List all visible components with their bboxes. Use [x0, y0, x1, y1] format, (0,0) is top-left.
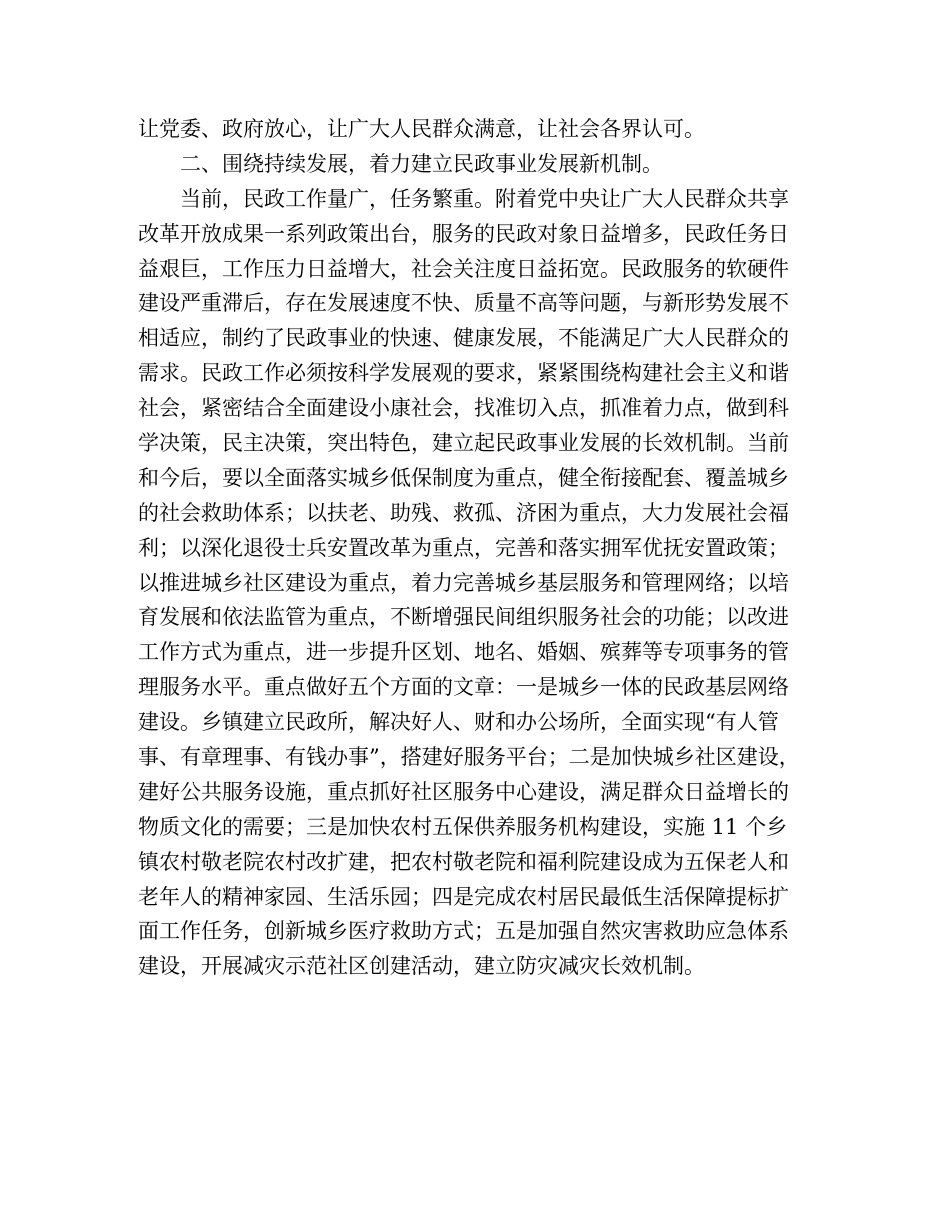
- text-line: 物质文化的需要；三是加快农村五保供养服务机构建设，实施 11 个乡: [138, 814, 788, 839]
- text-line: 理服务水平。重点做好五个方面的文章：一是城乡一体的民政基层网络: [138, 675, 789, 700]
- text-line: 育发展和依法监管为重点，不断增强民间组织服务社会的功能；以改进: [138, 605, 789, 630]
- text-line: 建设，开展减灾示范社区创建活动，建立防灾减灾长效机制。: [138, 954, 705, 979]
- text-line: 利；以深化退役士兵安置改革为重点，完善和落实拥军优抚安置政策；: [138, 535, 789, 560]
- text-line: 事、有章理事、有钱办事”，搭建好服务平台；二是加快城乡社区建设，: [138, 745, 800, 770]
- text-line: 改革开放成果一系列政策出台，服务的民政对象日益增多，民政任务日: [138, 221, 789, 246]
- text-line: 让党委、政府放心，让广大人民群众满意，让社会各界认可。: [138, 117, 705, 141]
- text-line: 社会，紧密结合全面建设小康社会，找准切入点，抓准着力点，做到科: [138, 396, 789, 421]
- text-line: 益艰巨，工作压力日益增大，社会关注度日益拓宽。民政服务的软硬件: [138, 256, 789, 281]
- text-line: 工作方式为重点，进一步提升区划、地名、婚姻、殡葬等专项事务的管: [138, 640, 789, 665]
- text-line: 面工作任务，创新城乡医疗救助方式；五是加强自然灾害救助应急体系: [138, 919, 789, 944]
- text-line: 建设。乡镇建立民政所，解决好人、财和办公场所，全面实现“有人管: [138, 710, 779, 735]
- text-line: 和今后，要以全面落实城乡低保制度为重点，健全衔接配套、覆盖城乡: [138, 465, 789, 490]
- text-line: 老年人的精神家园、生活乐园；四是完成农村居民最低生活保障提标扩: [138, 884, 789, 909]
- section-heading: 二、围绕持续发展，着力建立民政事业发展新机制。: [180, 151, 663, 176]
- text-line: 镇农村敬老院农村改扩建，把农村敬老院和福利院建设成为五保老人和: [138, 849, 789, 874]
- text-line: 相适应，制约了民政事业的快速、健康发展，不能满足广大人民群众的: [138, 326, 789, 351]
- text-line: 需求。民政工作必须按科学发展观的要求，紧紧围绕构建社会主义和谐: [138, 361, 789, 386]
- text-line: 建设严重滞后，存在发展速度不快、质量不高等问题，与新形势发展不: [138, 291, 789, 316]
- text-line: 建好公共服务设施，重点抓好社区服务中心建设，满足群众日益增长的: [138, 779, 789, 804]
- document-body: [138, 112, 820, 984]
- text-line: 以推进城乡社区建设为重点，着力完善城乡基层服务和管理网络；以培: [138, 570, 789, 595]
- text-line: 的社会救助体系；以扶老、助残、救孤、济困为重点，大力发展社会福: [138, 500, 789, 525]
- text-line: 学决策，民主决策，突出特色，建立起民政事业发展的长效机制。当前: [138, 431, 789, 456]
- text-line: 当前，民政工作量广，任务繁重。附着党中央让广大人民群众共享: [180, 186, 789, 211]
